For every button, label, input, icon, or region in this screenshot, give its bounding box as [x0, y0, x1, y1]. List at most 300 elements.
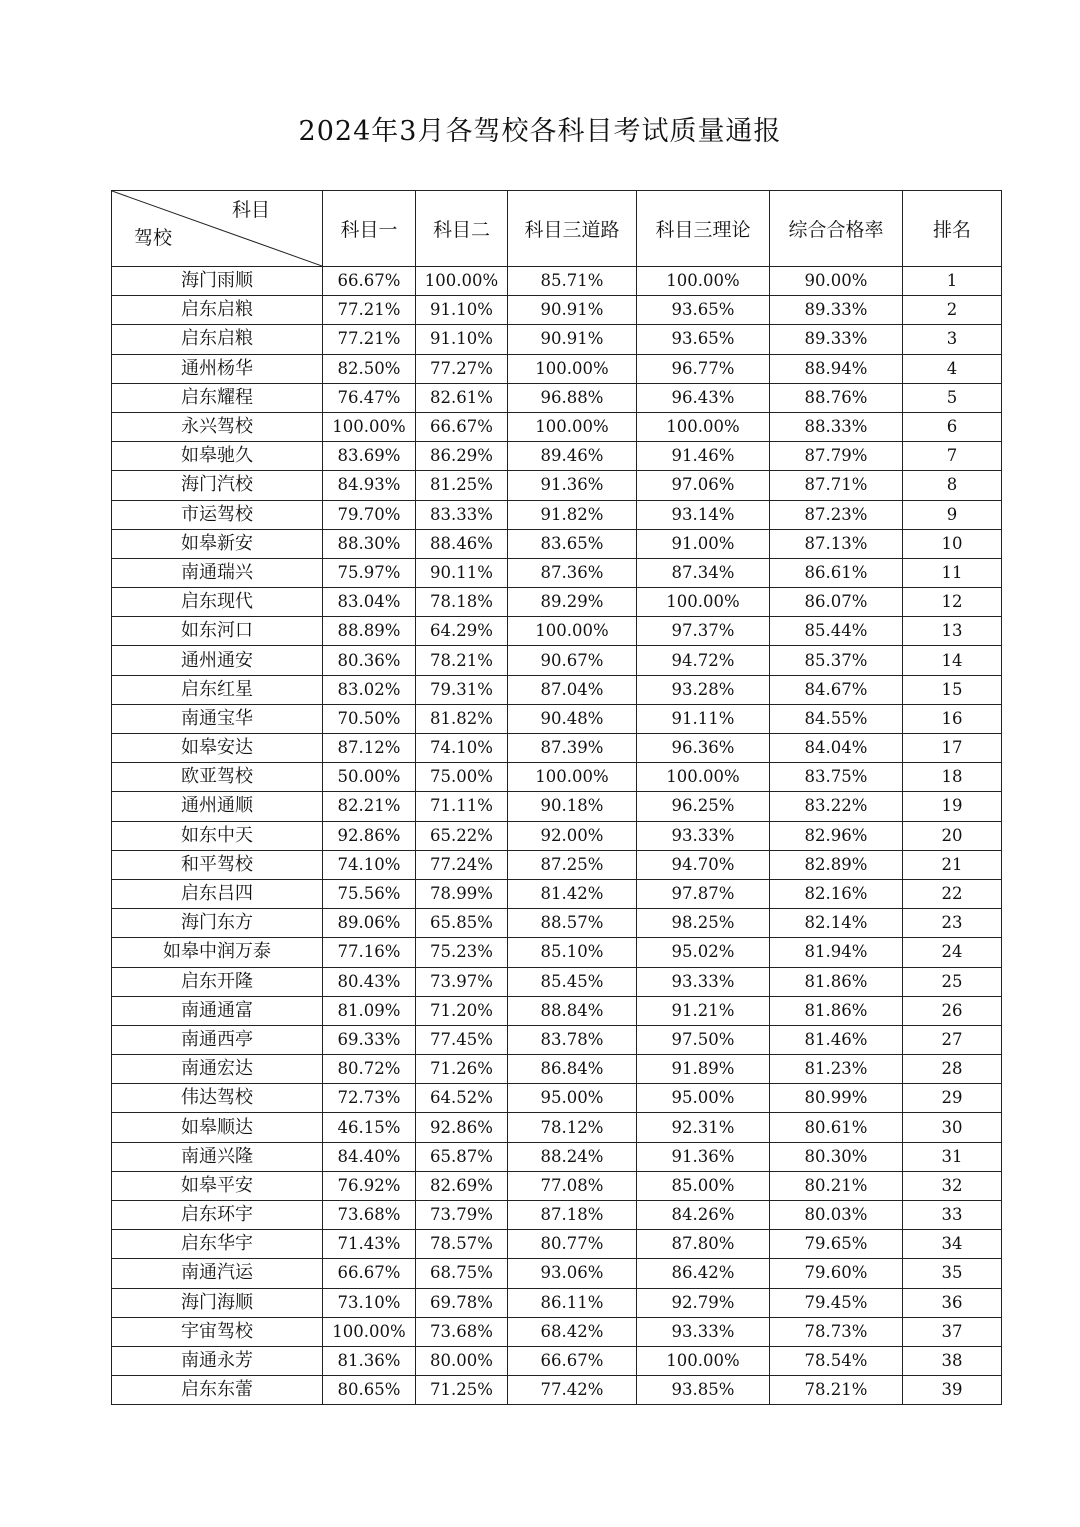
- rank: 16: [903, 704, 1002, 733]
- subject-2-rate: 79.31%: [416, 675, 508, 704]
- overall-pass-rate: 87.13%: [770, 529, 903, 558]
- subject-3-theory-rate: 91.21%: [637, 996, 770, 1025]
- rank: 26: [903, 996, 1002, 1025]
- overall-pass-rate: 81.94%: [770, 938, 903, 967]
- subject-1-rate: 71.43%: [323, 1230, 416, 1259]
- subject-3-road-rate: 87.18%: [508, 1201, 637, 1230]
- overall-pass-rate: 79.60%: [770, 1259, 903, 1288]
- school-name: 和平驾校: [112, 850, 323, 879]
- subject-1-rate: 84.40%: [323, 1142, 416, 1171]
- subject-2-rate: 68.75%: [416, 1259, 508, 1288]
- school-name: 通州杨华: [112, 354, 323, 383]
- subject-2-rate: 74.10%: [416, 734, 508, 763]
- results-table: [111, 190, 1002, 1405]
- subject-3-road-rate: 68.42%: [508, 1317, 637, 1346]
- rank: 1: [903, 267, 1002, 296]
- school-name: 南通永芳: [112, 1346, 323, 1375]
- subject-3-theory-rate: 98.25%: [637, 909, 770, 938]
- table-row: [112, 442, 1002, 471]
- overall-pass-rate: 81.86%: [770, 967, 903, 996]
- subject-3-road-rate: 93.06%: [508, 1259, 637, 1288]
- subject-3-road-rate: 100.00%: [508, 763, 637, 792]
- school-name: 如东中天: [112, 821, 323, 850]
- subject-2-rate: 83.33%: [416, 500, 508, 529]
- rank: 19: [903, 792, 1002, 821]
- subject-1-rate: 100.00%: [323, 1317, 416, 1346]
- school-name: 南通宝华: [112, 704, 323, 733]
- overall-pass-rate: 87.23%: [770, 500, 903, 529]
- overall-pass-rate: 89.33%: [770, 325, 903, 354]
- table-row: [112, 1376, 1002, 1405]
- subject-3-theory-rate: 100.00%: [637, 1346, 770, 1375]
- overall-pass-rate: 83.75%: [770, 763, 903, 792]
- overall-pass-rate: 84.04%: [770, 734, 903, 763]
- subject-2-rate: 75.23%: [416, 938, 508, 967]
- rank: 14: [903, 646, 1002, 675]
- table-row: [112, 354, 1002, 383]
- table-row: [112, 1288, 1002, 1317]
- subject-2-rate: 71.26%: [416, 1055, 508, 1084]
- table-row: [112, 1084, 1002, 1113]
- table-row: [112, 850, 1002, 879]
- table-row: [112, 383, 1002, 412]
- school-name: 启东华宇: [112, 1230, 323, 1259]
- subject-3-road-rate: 90.67%: [508, 646, 637, 675]
- header-subject-1: 科目一: [323, 191, 416, 267]
- subject-2-rate: 86.29%: [416, 442, 508, 471]
- rank: 33: [903, 1201, 1002, 1230]
- subject-3-theory-rate: 91.11%: [637, 704, 770, 733]
- subject-3-road-rate: 77.42%: [508, 1376, 637, 1405]
- subject-2-rate: 78.18%: [416, 588, 508, 617]
- subject-3-theory-rate: 93.33%: [637, 1317, 770, 1346]
- subject-2-rate: 100.00%: [416, 267, 508, 296]
- school-name: 如东河口: [112, 617, 323, 646]
- subject-3-theory-rate: 92.31%: [637, 1113, 770, 1142]
- table-row: [112, 763, 1002, 792]
- rank: 2: [903, 296, 1002, 325]
- subject-3-road-rate: 88.57%: [508, 909, 637, 938]
- table-row: [112, 558, 1002, 587]
- table-row: [112, 1142, 1002, 1171]
- subject-2-rate: 92.86%: [416, 1113, 508, 1142]
- subject-2-rate: 75.00%: [416, 763, 508, 792]
- subject-1-rate: 88.89%: [323, 617, 416, 646]
- subject-3-theory-rate: 87.34%: [637, 558, 770, 587]
- table-row: [112, 821, 1002, 850]
- overall-pass-rate: 80.61%: [770, 1113, 903, 1142]
- subject-3-theory-rate: 100.00%: [637, 588, 770, 617]
- table-row: [112, 1201, 1002, 1230]
- subject-3-road-rate: 78.12%: [508, 1113, 637, 1142]
- subject-1-rate: 80.36%: [323, 646, 416, 675]
- subject-2-rate: 88.46%: [416, 529, 508, 558]
- table-row: [112, 646, 1002, 675]
- corner-header-cell: [112, 191, 323, 267]
- overall-pass-rate: 84.55%: [770, 704, 903, 733]
- subject-3-road-rate: 91.82%: [508, 500, 637, 529]
- subject-3-theory-rate: 100.00%: [637, 763, 770, 792]
- rank: 3: [903, 325, 1002, 354]
- subject-3-road-rate: 86.11%: [508, 1288, 637, 1317]
- school-name: 南通兴隆: [112, 1142, 323, 1171]
- subject-2-rate: 78.57%: [416, 1230, 508, 1259]
- school-name: 如皋中润万泰: [112, 938, 323, 967]
- subject-3-road-rate: 89.29%: [508, 588, 637, 617]
- school-name: 如皋驰久: [112, 442, 323, 471]
- school-name: 海门海顺: [112, 1288, 323, 1317]
- subject-3-theory-rate: 96.43%: [637, 383, 770, 412]
- subject-3-theory-rate: 97.87%: [637, 879, 770, 908]
- subject-1-rate: 82.50%: [323, 354, 416, 383]
- table-row: [112, 996, 1002, 1025]
- table-row: [112, 1171, 1002, 1200]
- school-name: 如皋新安: [112, 529, 323, 558]
- subject-1-rate: 77.21%: [323, 296, 416, 325]
- subject-3-theory-rate: 95.02%: [637, 938, 770, 967]
- subject-2-rate: 73.68%: [416, 1317, 508, 1346]
- school-name: 南通瑞兴: [112, 558, 323, 587]
- subject-1-rate: 50.00%: [323, 763, 416, 792]
- overall-pass-rate: 79.45%: [770, 1288, 903, 1317]
- subject-3-theory-rate: 94.70%: [637, 850, 770, 879]
- table-row: [112, 1259, 1002, 1288]
- subject-3-theory-rate: 93.14%: [637, 500, 770, 529]
- subject-3-road-rate: 85.71%: [508, 267, 637, 296]
- subject-1-rate: 70.50%: [323, 704, 416, 733]
- rank: 15: [903, 675, 1002, 704]
- corner-school-label: 驾校: [134, 227, 173, 249]
- subject-1-rate: 76.47%: [323, 383, 416, 412]
- overall-pass-rate: 82.89%: [770, 850, 903, 879]
- school-name: 南通西亭: [112, 1025, 323, 1054]
- page-title: 2024年3月各驾校各科目考试质量通报: [298, 116, 782, 147]
- subject-3-road-rate: 87.04%: [508, 675, 637, 704]
- school-name: 启东启粮: [112, 296, 323, 325]
- subject-3-road-rate: 87.39%: [508, 734, 637, 763]
- subject-3-road-rate: 100.00%: [508, 412, 637, 441]
- school-name: 如皋顺达: [112, 1113, 323, 1142]
- overall-pass-rate: 84.67%: [770, 675, 903, 704]
- table-row: [112, 938, 1002, 967]
- subject-3-road-rate: 83.78%: [508, 1025, 637, 1054]
- overall-pass-rate: 87.71%: [770, 471, 903, 500]
- overall-pass-rate: 81.46%: [770, 1025, 903, 1054]
- subject-3-theory-rate: 87.80%: [637, 1230, 770, 1259]
- overall-pass-rate: 80.03%: [770, 1201, 903, 1230]
- school-name: 启东环宇: [112, 1201, 323, 1230]
- subject-3-road-rate: 83.65%: [508, 529, 637, 558]
- table-row: [112, 412, 1002, 441]
- subject-1-rate: 73.10%: [323, 1288, 416, 1317]
- rank: 21: [903, 850, 1002, 879]
- subject-3-theory-rate: 100.00%: [637, 412, 770, 441]
- header-subject-2: 科目二: [416, 191, 508, 267]
- corner-subject-label: 科目: [231, 199, 270, 221]
- header-subject-3-road: 科目三道路: [508, 191, 637, 267]
- subject-1-rate: 79.70%: [323, 500, 416, 529]
- subject-1-rate: 81.09%: [323, 996, 416, 1025]
- subject-2-rate: 78.21%: [416, 646, 508, 675]
- rank: 38: [903, 1346, 1002, 1375]
- subject-3-theory-rate: 92.79%: [637, 1288, 770, 1317]
- rank: 13: [903, 617, 1002, 646]
- subject-3-road-rate: 87.36%: [508, 558, 637, 587]
- rank: 37: [903, 1317, 1002, 1346]
- subject-2-rate: 91.10%: [416, 296, 508, 325]
- subject-3-theory-rate: 93.65%: [637, 325, 770, 354]
- table-row: [112, 1025, 1002, 1054]
- rank: 11: [903, 558, 1002, 587]
- subject-1-rate: 75.97%: [323, 558, 416, 587]
- school-name: 海门汽校: [112, 471, 323, 500]
- overall-pass-rate: 78.21%: [770, 1376, 903, 1405]
- subject-3-theory-rate: 91.00%: [637, 529, 770, 558]
- subject-3-road-rate: 81.42%: [508, 879, 637, 908]
- overall-pass-rate: 78.73%: [770, 1317, 903, 1346]
- table-row: [112, 617, 1002, 646]
- subject-2-rate: 69.78%: [416, 1288, 508, 1317]
- subject-3-theory-rate: 97.37%: [637, 617, 770, 646]
- overall-pass-rate: 78.54%: [770, 1346, 903, 1375]
- table-row: [112, 500, 1002, 529]
- school-name: 启东耀程: [112, 383, 323, 412]
- overall-pass-rate: 90.00%: [770, 267, 903, 296]
- subject-1-rate: 77.16%: [323, 938, 416, 967]
- subject-3-road-rate: 66.67%: [508, 1346, 637, 1375]
- subject-2-rate: 82.61%: [416, 383, 508, 412]
- subject-3-theory-rate: 93.65%: [637, 296, 770, 325]
- rank: 9: [903, 500, 1002, 529]
- subject-1-rate: 66.67%: [323, 267, 416, 296]
- rank: 17: [903, 734, 1002, 763]
- school-name: 如皋平安: [112, 1171, 323, 1200]
- rank: 4: [903, 354, 1002, 383]
- subject-1-rate: 100.00%: [323, 412, 416, 441]
- subject-2-rate: 71.20%: [416, 996, 508, 1025]
- overall-pass-rate: 80.99%: [770, 1084, 903, 1113]
- table-row: [112, 792, 1002, 821]
- school-name: 宇宙驾校: [112, 1317, 323, 1346]
- subject-3-theory-rate: 93.85%: [637, 1376, 770, 1405]
- subject-1-rate: 75.56%: [323, 879, 416, 908]
- overall-pass-rate: 81.86%: [770, 996, 903, 1025]
- subject-1-rate: 89.06%: [323, 909, 416, 938]
- subject-3-road-rate: 88.24%: [508, 1142, 637, 1171]
- subject-2-rate: 65.22%: [416, 821, 508, 850]
- subject-2-rate: 77.24%: [416, 850, 508, 879]
- rank: 29: [903, 1084, 1002, 1113]
- rank: 34: [903, 1230, 1002, 1259]
- overall-pass-rate: 82.16%: [770, 879, 903, 908]
- subject-3-theory-rate: 97.06%: [637, 471, 770, 500]
- overall-pass-rate: 87.79%: [770, 442, 903, 471]
- subject-3-road-rate: 92.00%: [508, 821, 637, 850]
- overall-pass-rate: 81.23%: [770, 1055, 903, 1084]
- table-row: [112, 588, 1002, 617]
- overall-pass-rate: 88.76%: [770, 383, 903, 412]
- table-row: [112, 1317, 1002, 1346]
- school-name: 欧亚驾校: [112, 763, 323, 792]
- subject-3-theory-rate: 84.26%: [637, 1201, 770, 1230]
- rank: 32: [903, 1171, 1002, 1200]
- subject-3-road-rate: 85.10%: [508, 938, 637, 967]
- rank: 30: [903, 1113, 1002, 1142]
- subject-3-theory-rate: 93.33%: [637, 967, 770, 996]
- subject-1-rate: 84.93%: [323, 471, 416, 500]
- subject-1-rate: 46.15%: [323, 1113, 416, 1142]
- subject-3-road-rate: 91.36%: [508, 471, 637, 500]
- school-name: 南通通富: [112, 996, 323, 1025]
- table-row: [112, 471, 1002, 500]
- subject-3-theory-rate: 96.36%: [637, 734, 770, 763]
- subject-1-rate: 66.67%: [323, 1259, 416, 1288]
- school-name: 启东现代: [112, 588, 323, 617]
- overall-pass-rate: 80.30%: [770, 1142, 903, 1171]
- subject-3-road-rate: 88.84%: [508, 996, 637, 1025]
- subject-1-rate: 80.72%: [323, 1055, 416, 1084]
- rank: 31: [903, 1142, 1002, 1171]
- school-name: 南通宏达: [112, 1055, 323, 1084]
- subject-1-rate: 83.69%: [323, 442, 416, 471]
- subject-3-road-rate: 90.91%: [508, 296, 637, 325]
- subject-1-rate: 82.21%: [323, 792, 416, 821]
- overall-pass-rate: 85.44%: [770, 617, 903, 646]
- school-name: 启东吕四: [112, 879, 323, 908]
- subject-3-theory-rate: 97.50%: [637, 1025, 770, 1054]
- rank: 28: [903, 1055, 1002, 1084]
- school-name: 启东红星: [112, 675, 323, 704]
- school-name: 市运驾校: [112, 500, 323, 529]
- table-row: [112, 879, 1002, 908]
- subject-2-rate: 73.79%: [416, 1201, 508, 1230]
- subject-2-rate: 65.85%: [416, 909, 508, 938]
- subject-3-road-rate: 100.00%: [508, 617, 637, 646]
- subject-3-road-rate: 85.45%: [508, 967, 637, 996]
- subject-2-rate: 64.52%: [416, 1084, 508, 1113]
- rank: 36: [903, 1288, 1002, 1317]
- subject-1-rate: 80.43%: [323, 967, 416, 996]
- table-header-row: [112, 191, 1002, 267]
- subject-3-theory-rate: 100.00%: [637, 267, 770, 296]
- subject-3-theory-rate: 94.72%: [637, 646, 770, 675]
- table-row: [112, 1113, 1002, 1142]
- rank: 23: [903, 909, 1002, 938]
- overall-pass-rate: 88.94%: [770, 354, 903, 383]
- rank: 24: [903, 938, 1002, 967]
- subject-3-theory-rate: 91.89%: [637, 1055, 770, 1084]
- subject-2-rate: 91.10%: [416, 325, 508, 354]
- subject-1-rate: 73.68%: [323, 1201, 416, 1230]
- table-row: [112, 909, 1002, 938]
- subject-3-road-rate: 96.88%: [508, 383, 637, 412]
- rank: 8: [903, 471, 1002, 500]
- subject-2-rate: 66.67%: [416, 412, 508, 441]
- rank: 25: [903, 967, 1002, 996]
- overall-pass-rate: 82.14%: [770, 909, 903, 938]
- rank: 27: [903, 1025, 1002, 1054]
- subject-3-theory-rate: 96.77%: [637, 354, 770, 383]
- school-name: 通州通安: [112, 646, 323, 675]
- header-overall-pass-rate: 综合合格率: [770, 191, 903, 267]
- school-name: 伟达驾校: [112, 1084, 323, 1113]
- subject-3-theory-rate: 93.28%: [637, 675, 770, 704]
- overall-pass-rate: 86.07%: [770, 588, 903, 617]
- table-row: [112, 267, 1002, 296]
- rank: 6: [903, 412, 1002, 441]
- subject-3-theory-rate: 96.25%: [637, 792, 770, 821]
- subject-3-road-rate: 77.08%: [508, 1171, 637, 1200]
- rank: 35: [903, 1259, 1002, 1288]
- subject-3-theory-rate: 86.42%: [637, 1259, 770, 1288]
- subject-2-rate: 65.87%: [416, 1142, 508, 1171]
- subject-2-rate: 81.25%: [416, 471, 508, 500]
- table-row: [112, 325, 1002, 354]
- subject-2-rate: 77.27%: [416, 354, 508, 383]
- rank: 10: [903, 529, 1002, 558]
- school-name: 永兴驾校: [112, 412, 323, 441]
- subject-2-rate: 73.97%: [416, 967, 508, 996]
- subject-1-rate: 87.12%: [323, 734, 416, 763]
- table-row: [112, 704, 1002, 733]
- subject-3-road-rate: 90.48%: [508, 704, 637, 733]
- subject-3-road-rate: 86.84%: [508, 1055, 637, 1084]
- table-row: [112, 296, 1002, 325]
- table-row: [112, 675, 1002, 704]
- rank: 5: [903, 383, 1002, 412]
- subject-3-road-rate: 80.77%: [508, 1230, 637, 1259]
- header-subject-3-theory: 科目三理论: [637, 191, 770, 267]
- subject-3-theory-rate: 91.46%: [637, 442, 770, 471]
- subject-3-road-rate: 87.25%: [508, 850, 637, 879]
- overall-pass-rate: 88.33%: [770, 412, 903, 441]
- school-name: 启东开隆: [112, 967, 323, 996]
- table-row: [112, 1346, 1002, 1375]
- subject-1-rate: 74.10%: [323, 850, 416, 879]
- subject-3-road-rate: 90.18%: [508, 792, 637, 821]
- table-row: [112, 734, 1002, 763]
- overall-pass-rate: 89.33%: [770, 296, 903, 325]
- rank: 18: [903, 763, 1002, 792]
- subject-3-road-rate: 89.46%: [508, 442, 637, 471]
- rank: 22: [903, 879, 1002, 908]
- table-row: [112, 529, 1002, 558]
- subject-3-road-rate: 90.91%: [508, 325, 637, 354]
- overall-pass-rate: 80.21%: [770, 1171, 903, 1200]
- rank: 39: [903, 1376, 1002, 1405]
- subject-1-rate: 88.30%: [323, 529, 416, 558]
- overall-pass-rate: 83.22%: [770, 792, 903, 821]
- subject-1-rate: 77.21%: [323, 325, 416, 354]
- table-row: [112, 1230, 1002, 1259]
- school-name: 南通汽运: [112, 1259, 323, 1288]
- subject-3-road-rate: 100.00%: [508, 354, 637, 383]
- subject-1-rate: 81.36%: [323, 1346, 416, 1375]
- subject-3-theory-rate: 93.33%: [637, 821, 770, 850]
- subject-3-theory-rate: 95.00%: [637, 1084, 770, 1113]
- rank: 20: [903, 821, 1002, 850]
- subject-1-rate: 72.73%: [323, 1084, 416, 1113]
- school-name: 如皋安达: [112, 734, 323, 763]
- subject-3-theory-rate: 91.36%: [637, 1142, 770, 1171]
- subject-3-road-rate: 95.00%: [508, 1084, 637, 1113]
- school-name: 启东启粮: [112, 325, 323, 354]
- subject-2-rate: 82.69%: [416, 1171, 508, 1200]
- rank: 7: [903, 442, 1002, 471]
- subject-1-rate: 76.92%: [323, 1171, 416, 1200]
- table-row: [112, 1055, 1002, 1084]
- subject-1-rate: 83.04%: [323, 588, 416, 617]
